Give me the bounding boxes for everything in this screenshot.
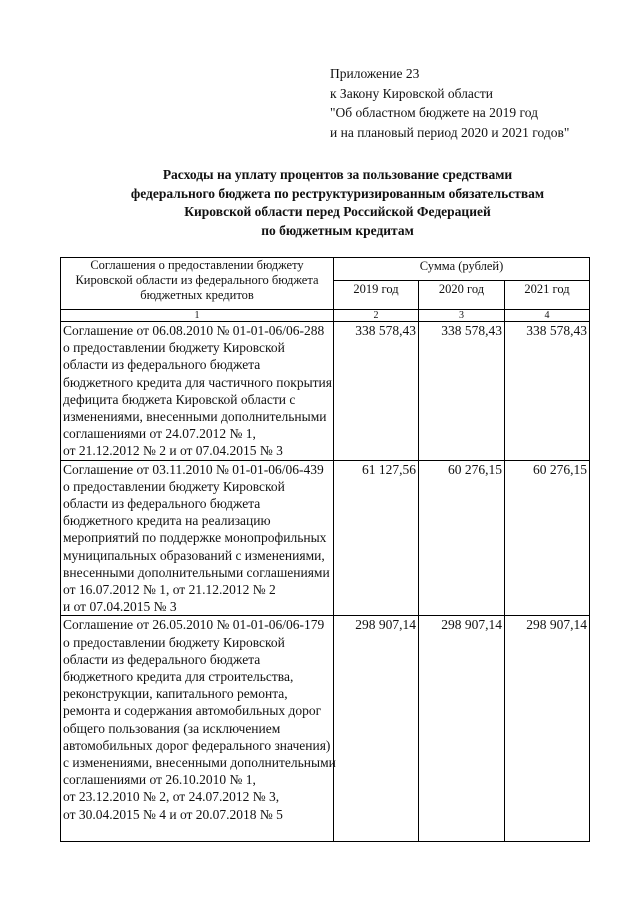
title-line: по бюджетным кредитам — [261, 222, 414, 238]
description-line: внесенными дополнительными соглашениями — [63, 564, 330, 580]
amount-2019: 338 578,43 — [334, 322, 419, 461]
agreement-description — [61, 460, 334, 616]
document-title — [60, 166, 615, 240]
description-line: области из федерального бюджета — [63, 496, 261, 512]
column-number: 1 — [61, 310, 334, 322]
appendix-line: и на плановый период 2020 и 2021 годов" — [330, 124, 570, 140]
description-line: автомобильных дорог федерального значения) — [63, 737, 331, 753]
table-row — [61, 616, 590, 841]
year-header-2019: 2019 год — [334, 281, 419, 310]
description-line: от 30.04.2015 № 4 и от 20.07.2018 № 5 — [63, 806, 283, 822]
column-number: 4 — [505, 310, 590, 322]
description-line: области из федерального бюджета — [63, 357, 261, 373]
description-line: общего пользования (за исключением — [63, 720, 281, 736]
header-row — [61, 258, 590, 281]
expenses-table — [60, 257, 590, 842]
description-line: и от 07.04.2015 № 3 — [63, 599, 177, 615]
column-number: 2 — [334, 310, 419, 322]
description-line: бюджетного кредита для частичного покрытия — [63, 374, 332, 390]
appendix-line: "Об областном бюджете на 2019 год — [330, 105, 538, 120]
description-line: с изменениями, внесенными дополнительными — [63, 755, 336, 771]
column-number-row — [61, 310, 590, 322]
description-line: дефицита бюджета Кировской области с — [63, 391, 296, 407]
amount-2020: 298 907,14 — [419, 616, 505, 841]
amount-2021: 60 276,15 — [505, 460, 590, 616]
amount-2019: 298 907,14 — [334, 616, 419, 841]
description-line: бюджетного кредита для строительства, — [63, 669, 294, 685]
description-line: соглашениями от 24.07.2012 № 1, — [63, 426, 256, 442]
description-line: о предоставлении бюджету Кировской — [63, 340, 285, 356]
amount-2020: 60 276,15 — [419, 460, 505, 616]
appendix-line: Приложение 23 — [330, 66, 420, 81]
description-line: от 23.12.2010 № 2, от 24.07.2012 № 3, — [63, 789, 280, 805]
appendix-line: к Закону Кировской области — [330, 85, 494, 101]
year-header-2021: 2021 год — [505, 281, 590, 310]
description-line: Соглашение от 03.11.2010 № 01-01-06/06-439 — [63, 461, 324, 477]
description-line: от 21.12.2012 № 2 и от 07.04.2015 № 3 — [63, 443, 283, 459]
amount-2021: 338 578,43 — [505, 322, 590, 461]
title-line: федерального бюджета по реструктуризированным обязательствам — [130, 185, 545, 201]
amount-2019: 61 127,56 — [334, 460, 419, 616]
description-line: мероприятий по поддержке монопрофильных — [63, 530, 327, 546]
description-line: реконструкции, капитального ремонта, — [63, 686, 288, 702]
agreement-description — [61, 616, 334, 841]
description-line: о предоставлении бюджету Кировской — [63, 478, 285, 494]
description-line: бюджетного кредита на реализацию — [63, 513, 271, 529]
year-header-2020: 2020 год — [419, 281, 505, 310]
description-line: изменениями, внесенными дополнительными — [63, 409, 327, 425]
table-row — [61, 322, 590, 461]
description-line: о предоставлении бюджету Кировской — [63, 634, 285, 650]
appendix-header — [330, 64, 569, 142]
table-row — [61, 460, 590, 616]
description-line: области из федерального бюджета — [63, 651, 261, 667]
agreement-description — [61, 322, 334, 461]
column-number: 3 — [419, 310, 505, 322]
description-line: соглашениями от 26.10.2010 № 1, — [63, 772, 256, 788]
description-line: Соглашение от 26.05.2010 № 01-01-06/06-179 — [63, 617, 325, 633]
description-line: от 16.07.2012 № 1, от 21.12.2012 № 2 — [63, 582, 276, 598]
title-line: Кировской области перед Российской Федерацией — [184, 204, 491, 219]
description-line: Соглашение от 06.08.2010 № 01-01-06/06-288 — [63, 323, 325, 338]
description-line: ремонта и содержания автомобильных дорог — [63, 703, 322, 719]
description-line: муниципальных образований с изменениями, — [63, 547, 325, 563]
amount-2021: 298 907,14 — [505, 616, 590, 841]
amount-2020: 338 578,43 — [419, 322, 505, 461]
agreement-column-header: Соглашения о предоставлении бюджету Кировской области из федерального бюджета бюджетных кредитов — [61, 258, 334, 310]
title-line: Расходы на уплату процентов за пользование средствами — [162, 167, 513, 182]
sum-column-header: Сумма (рублей) — [334, 258, 590, 281]
